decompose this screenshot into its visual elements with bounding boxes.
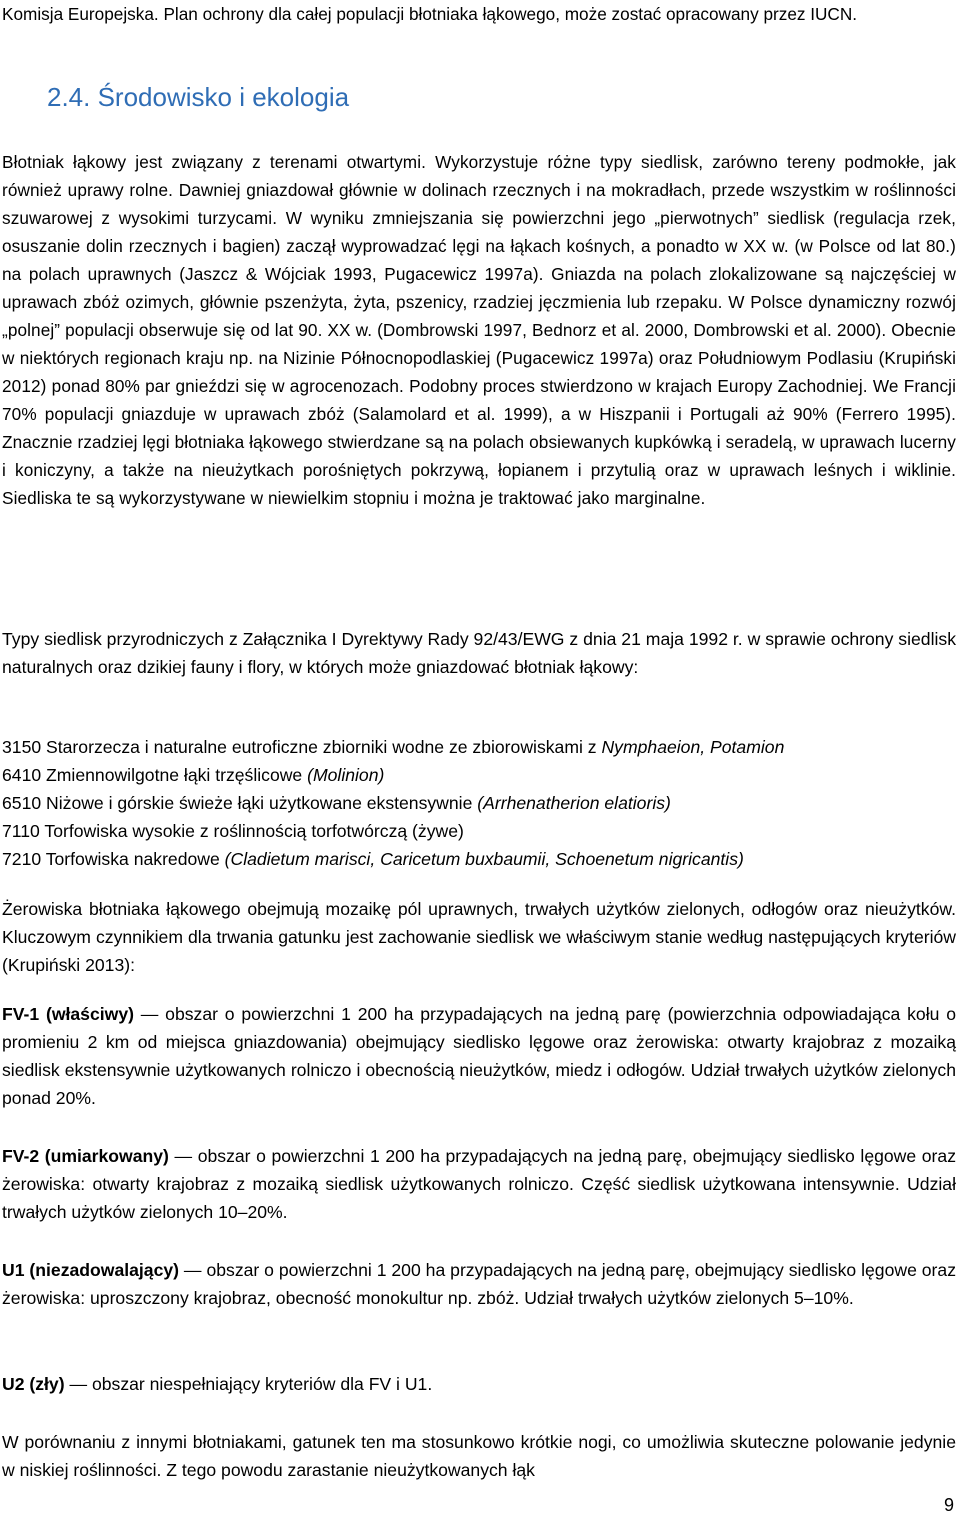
habitat-item: 7110 Torfowiska wysokie z roślinnością torfotwórczą (żywe) (2, 821, 464, 841)
habitat-item: 3150 Starorzecza i naturalne eutroficzne zbiorniki wodne ze zbiorowiskami z Nymphaeion, Potamion (2, 737, 785, 757)
criterion-u2: U2 (zły) — obszar niespełniający kryteriów dla FV i U1. (2, 1374, 433, 1394)
habitat-paragraph: Błotniak łąkowy jest związany z terenami otwartymi. Wykorzystuje różne typy siedlisk, zarówno tereny podmokłe, jak również uprawy rolne. Dawniej gniazdował głównie w dolinach rzecznych i na mokradłach, przede wszystkim w roślinności szuwarowej z wysokimi turzycami. W wyniku zmniejszania się powierzchni jego „pierwotnych” siedlisk (regulacja rzek, osuszanie dolin rzecznych i bagien) zaczął wyprowadzać lęgi na łąkach kośnych, a ponadto w XX w. (w Polsce od lat 80.) na polach uprawnych (Jaszcz & Wójciak 1993, Pugacewicz 1997a). Gniazda na polach zlokalizowane są najczęściej w uprawach zbóż ozimych, głównie pszenżyta, żyta, pszenicy, rzadziej jęczmienia lub rzepaku. W Polsce dynamiczny rozwój „polnej” populacji obserwuje się od lat 90. XX w. (Dombrowski 1997, Bednorz et al. 2000, Dombrowski et al. 2000). Obecnie w niektórych regionach kraju np. na Nizinie Północnopodlaskiej (Pugacewicz 1997a) oraz Południowym Podlasiu (Krupiński 2012) ponad 80% par gnieździ się w agrocenozach. Podobny proces stwierdzono w krajach Europy Zachodniej. We Francji 70% populacji gniazduje w uprawach zbóż (Salamolard et al. 1999), a w Hiszpanii i Portugali aż 90% (Ferrero 1995). Znacznie rzadziej lęgi błotniaka łąkowego stwierdzane są na polach obsiewanych kupkówką i seradelą, w uprawach lucerny i koniczyny, a także na nieużytkach porośniętych pokrzywą, łopianem i przytulią oraz w uprawach leśnych i wiklinie. Siedliska te są wykorzystywane w niewielkim stopniu i można je traktować jako marginalne. (2, 152, 956, 508)
habitat-item: 6410 Zmiennowilgotne łąki trzęślicowe (Molinion) (2, 765, 385, 785)
habitat-list (2, 733, 956, 873)
legs-paragraph: W porównaniu z innymi błotniakami, gatunek ten ma stosunkowo krótkie nogi, co umożliwia skuteczne polowanie jedynie w niskiej roślinności. Z tego powodu zarastanie nieużytkowanych łąk (2, 1432, 956, 1480)
criterion-label: FV-1 (właściwy) (2, 1004, 134, 1024)
habitat-types-intro: Typy siedlisk przyrodniczych z Załącznika I Dyrektywy Rady 92/43/EWG z dnia 21 maja 1992 r. w sprawie ochrony siedlisk naturalnych oraz dzikiej fauny i flory, w których może gniazdować błotniak łąkowy: (2, 629, 956, 677)
section-heading: 2.4. Środowisko i ekologia (47, 82, 350, 112)
criterion-label: FV-2 (umiarkowany) (2, 1146, 169, 1166)
criterion-fv1: FV-1 (właściwy) — obszar o powierzchni 1 200 ha przypadających na jedną parę (powierzchnia odpowiadająca kołu o promieniu 2 km od miejsca gniazdowania) obejmujący siedlisko lęgowe oraz żerowiska: otwarty krajobraz z mozaiką siedlisk ekstensywnie użytkowanych rolniczo i obecnością nieużytków, miedz i odłogów. Udział trwałych użytków zielonych ponad 20%. (2, 1004, 956, 1108)
criterion-label: U2 (zły) (2, 1374, 65, 1394)
intro-paragraph-tail: Komisja Europejska. Plan ochrony dla całej populacji błotniaka łąkowego, może zostać opracowany przez IUCN. (2, 4, 858, 24)
habitat-item: 6510 Niżowe i górskie świeże łąki użytkowane ekstensywnie (Arrhenatherion elatioris) (2, 793, 671, 813)
criterion-label: U1 (niezadowalający) (2, 1260, 180, 1280)
criterion-u1: U1 (niezadowalający) — obszar o powierzchni 1 200 ha przypadających na jedną parę, obejmujący siedlisko lęgowe oraz żerowiska: uproszczony krajobraz, obecność monokultur np. zbóż. Udział trwałych użytków zielonych 5–10%. (2, 1260, 956, 1308)
feeding-grounds-paragraph: Żerowiska błotniaka łąkowego obejmują mozaikę pól uprawnych, trwałych użytków zielonych, odłogów oraz nieużytków. Kluczowym czynnikiem dla trwania gatunku jest zachowanie siedlisk we właściwym stanie według następujących kryteriów (Krupiński 2013): (2, 899, 956, 975)
page-number: 9 (943, 1495, 954, 1515)
criterion-fv2: FV-2 (umiarkowany) — obszar o powierzchni 1 200 ha przypadających na jedną parę, obejmujący siedlisko lęgowe oraz żerowiska: otwarty krajobraz z mozaiką siedlisk użytkowanych rolniczo. Część siedlisk użytkowana intensywnie. Udział trwałych użytków zielonych 10–20%. (2, 1146, 956, 1222)
habitat-item: 7210 Torfowiska nakredowe (Cladietum marisci, Caricetum buxbaumii, Schoenetum nigricantis) (2, 849, 744, 869)
